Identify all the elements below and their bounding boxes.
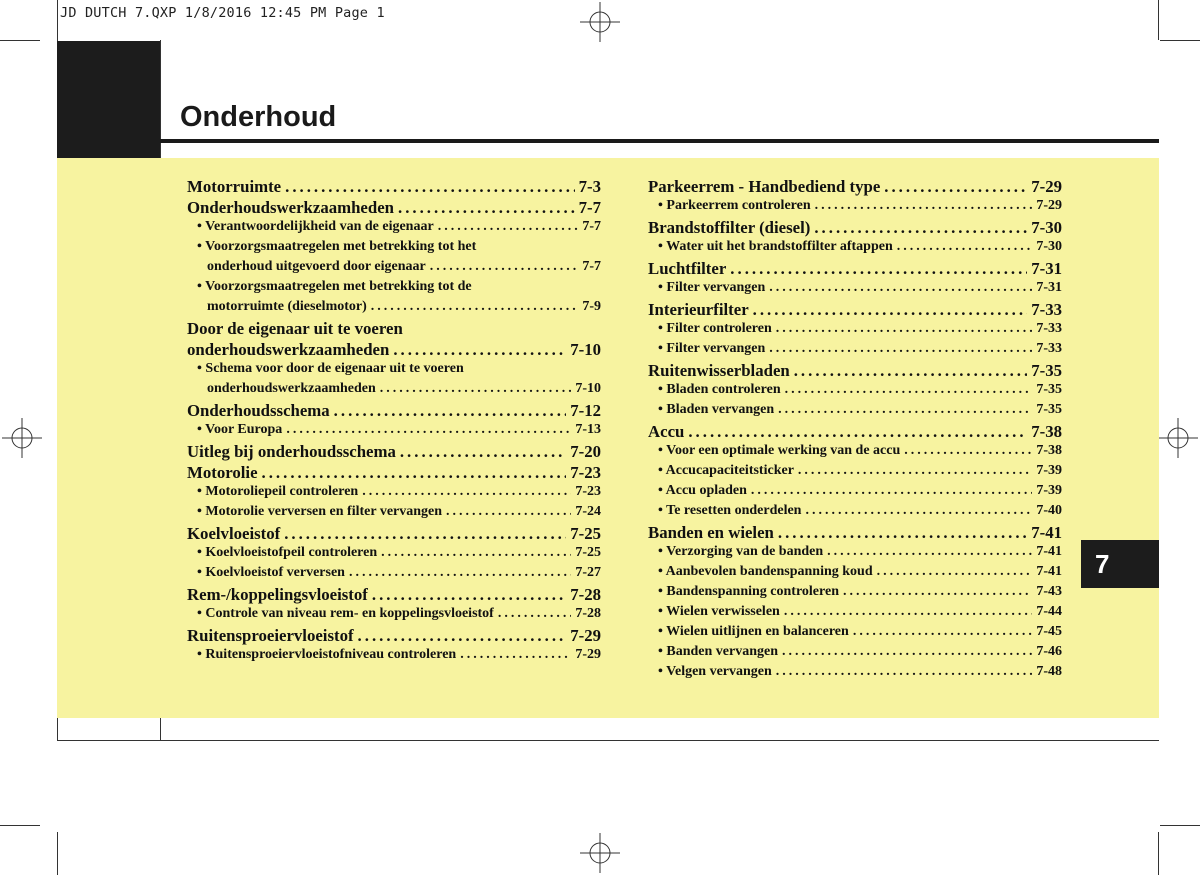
toc-entry-label: • Verzorging van de banden <box>658 544 824 559</box>
toc-entry-label: • Motorolie verversen en filter vervangen <box>197 504 443 519</box>
toc-subentry[interactable] <box>648 564 1062 584</box>
toc-entry[interactable] <box>187 442 601 463</box>
toc-entry-label: • Voor een optimale werking van de accu <box>658 443 901 458</box>
chapter-tab[interactable] <box>1081 540 1159 588</box>
crop-mark <box>57 832 58 875</box>
toc-page-number: 7-41 <box>1036 544 1062 559</box>
toc-subentry[interactable] <box>187 504 601 524</box>
dot-leader <box>798 463 1032 479</box>
toc-page-number: 7-30 <box>1031 218 1062 237</box>
toc-entry-label: • Wielen verwisselen <box>658 604 780 619</box>
toc-entry-label: • Accucapaciteitsticker <box>658 463 794 478</box>
dot-leader <box>827 544 1032 560</box>
dot-leader <box>776 321 1033 337</box>
toc-page-number: 7-7 <box>582 259 601 274</box>
dot-leader <box>460 647 571 663</box>
toc-entry-label: Ruitensproeiervloeistof <box>187 626 354 645</box>
toc-entry-label: • Schema voor door de eigenaar uit te voeren <box>197 361 464 376</box>
toc-subentry[interactable] <box>648 544 1062 564</box>
toc-page-number: 7-10 <box>570 340 601 359</box>
toc-entry[interactable] <box>648 523 1062 544</box>
toc-page-number: 7-12 <box>570 401 601 420</box>
toc-subentry[interactable] <box>648 503 1062 523</box>
registration-mark-icon <box>580 833 620 873</box>
toc-page-number: 7-31 <box>1036 280 1062 295</box>
dot-leader <box>730 259 1027 279</box>
print-slug: JD DUTCH 7.QXP 1/8/2016 12:45 PM Page 1 <box>60 5 385 21</box>
dot-leader <box>805 503 1032 519</box>
toc-entry-label: • Motoroliepeil controleren <box>197 484 359 499</box>
dot-leader <box>371 299 579 315</box>
toc-page-number: 7-25 <box>570 524 601 543</box>
toc-entry-label: Rem-/koppelingsvloeistof <box>187 585 368 604</box>
toc-entry-label: Brandstoffilter (diesel) <box>648 218 811 237</box>
toc-entry-label: • Koelvloeistofpeil controleren <box>197 545 378 560</box>
dot-leader <box>776 664 1033 680</box>
dot-leader <box>381 545 571 561</box>
toc-entry[interactable] <box>187 524 601 545</box>
dot-leader <box>372 585 566 605</box>
toc-subentry[interactable] <box>187 545 601 565</box>
toc-entry[interactable] <box>187 401 601 422</box>
toc-page-number: 7-35 <box>1031 361 1062 380</box>
dot-leader <box>446 504 571 520</box>
toc-entry-label: • Aanbevolen bandenspanning koud <box>658 564 873 579</box>
dot-leader <box>393 340 566 360</box>
dot-leader <box>430 259 579 275</box>
toc-entry-label: • Bladen controleren <box>658 382 781 397</box>
dot-leader <box>284 524 566 544</box>
dot-leader <box>778 523 1027 543</box>
toc-page-number: 7-41 <box>1031 523 1062 542</box>
toc-page-number: 7-33 <box>1031 300 1062 319</box>
toc-entry-label: • Voorzorgsmaatregelen met betrekking tot de <box>197 279 472 294</box>
dot-leader <box>769 280 1032 296</box>
toc-page-number: 7-43 <box>1036 584 1062 599</box>
dot-leader <box>751 483 1032 499</box>
toc-subentry[interactable] <box>648 483 1062 503</box>
toc-left-column <box>187 177 601 667</box>
chapter-header-block <box>57 41 160 158</box>
toc-entry-label: • Voor Europa <box>197 422 283 437</box>
toc-page-number: 7-44 <box>1036 604 1062 619</box>
toc-entry-label: motorruimte (dieselmotor) <box>207 299 367 314</box>
toc-page-number: 7-30 <box>1036 239 1062 254</box>
crop-mark <box>1160 825 1200 826</box>
toc-page-number: 7-28 <box>570 585 601 604</box>
toc-entry-label: • Ruitensproeiervloeistofniveau controleren <box>197 647 457 662</box>
toc-entry[interactable] <box>648 361 1062 382</box>
toc-entry-label: • Water uit het brandstoffilter aftappen <box>658 239 893 254</box>
toc-entry-label: • Te resetten onderdelen <box>658 503 802 518</box>
toc-entry-label: Motorolie <box>187 463 258 482</box>
dot-leader <box>362 484 571 500</box>
dot-leader <box>814 218 1027 238</box>
dot-leader <box>285 177 575 197</box>
toc-subentry[interactable] <box>648 402 1062 422</box>
toc-page-number: 7-48 <box>1036 664 1062 679</box>
toc-entry-label: • Filter vervangen <box>658 341 766 356</box>
toc-entry-label: Banden en wielen <box>648 523 774 542</box>
toc-subentry[interactable] <box>187 647 601 667</box>
toc-subentry[interactable] <box>648 624 1062 644</box>
toc-entry-label: • Filter controleren <box>658 321 772 336</box>
toc-subentry[interactable] <box>648 604 1062 624</box>
toc-entry-label: • Bladen vervangen <box>658 402 775 417</box>
toc-entry-label: onderhoudswerkzaamheden <box>207 381 376 396</box>
toc-entry-label: Onderhoudswerkzaamheden <box>187 198 394 217</box>
toc-entry[interactable] <box>648 300 1062 321</box>
dot-leader <box>380 381 572 397</box>
toc-entry-label: • Velgen vervangen <box>658 664 772 679</box>
toc-subentry[interactable] <box>648 584 1062 604</box>
toc-entry-label: • Banden vervangen <box>658 644 779 659</box>
toc-page-number: 7-9 <box>582 299 601 314</box>
toc-page-number: 7-38 <box>1031 422 1062 441</box>
toc-page-number: 7-10 <box>575 381 601 396</box>
toc-subentry[interactable] <box>648 382 1062 402</box>
toc-entry-label: onderhoudswerkzaamheden <box>187 340 390 359</box>
toc-subentry[interactable] <box>648 280 1062 300</box>
toc-entry-label: • Voorzorgsmaatregelen met betrekking tot het <box>197 239 477 254</box>
toc-subentry[interactable] <box>187 219 601 239</box>
toc-page-number: 7-25 <box>575 545 601 560</box>
toc-subentry[interactable] <box>187 381 601 401</box>
toc-entry-label: Onderhoudsschema <box>187 401 330 420</box>
toc-entry[interactable] <box>187 319 601 340</box>
toc-page-number: 7-23 <box>570 463 601 482</box>
toc-page-number: 7-45 <box>1036 624 1062 639</box>
toc-subentry[interactable] <box>187 606 601 626</box>
title-rule <box>160 139 1159 143</box>
crop-mark <box>1158 832 1159 875</box>
toc-subentry[interactable] <box>187 361 601 381</box>
dot-leader <box>778 402 1032 418</box>
toc-subentry[interactable] <box>648 321 1062 341</box>
page-title: Onderhoud <box>180 101 337 133</box>
toc-subentry[interactable] <box>648 664 1062 684</box>
toc-entry-label: Interieurfilter <box>648 300 749 319</box>
toc-entry[interactable] <box>187 585 601 606</box>
toc-subentry[interactable] <box>187 259 601 279</box>
toc-page-number: 7-3 <box>578 177 601 196</box>
toc-page-number: 7-20 <box>570 442 601 461</box>
toc-page-number: 7-28 <box>575 606 601 621</box>
toc-entry-label: Accu <box>648 422 685 441</box>
toc-page-number: 7-29 <box>1036 198 1062 213</box>
toc-page-number: 7-24 <box>575 504 601 519</box>
dot-leader <box>877 564 1033 580</box>
dot-leader <box>897 239 1033 255</box>
registration-mark-icon <box>2 418 42 458</box>
toc-entry[interactable] <box>648 259 1062 280</box>
toc-entry-label: Door de eigenaar uit te voeren <box>187 319 403 338</box>
toc-subentry[interactable] <box>187 565 601 585</box>
crop-mark <box>1158 0 1159 40</box>
toc-right-column <box>648 177 1062 684</box>
toc-subentry[interactable] <box>648 443 1062 463</box>
dot-leader <box>815 198 1033 214</box>
chapter-number: 7 <box>1095 548 1110 579</box>
toc-page-number: 7-7 <box>578 198 601 217</box>
toc-entry-label: • Wielen uitlijnen en balanceren <box>658 624 849 639</box>
registration-mark-icon <box>580 2 620 42</box>
toc-page-number: 7-40 <box>1036 503 1062 518</box>
toc-entry-label: Luchtfilter <box>648 259 727 278</box>
dot-leader <box>884 177 1027 197</box>
dot-leader <box>688 422 1027 442</box>
toc-page-number: 7-23 <box>575 484 601 499</box>
toc-page-number: 7-39 <box>1036 463 1062 478</box>
toc-entry-label: Uitleg bij onderhoudsschema <box>187 442 396 461</box>
toc-entry[interactable] <box>187 198 601 219</box>
crop-mark <box>1160 40 1200 41</box>
toc-subentry[interactable] <box>187 239 601 259</box>
toc-entry-label: Koelvloeistof <box>187 524 281 543</box>
toc-page-number: 7-29 <box>1031 177 1062 196</box>
dot-leader <box>843 584 1032 600</box>
toc-entry-label: • Parkeerrem controleren <box>658 198 811 213</box>
toc-entry[interactable] <box>187 340 601 361</box>
toc-page-number: 7-35 <box>1036 382 1062 397</box>
toc-entry[interactable] <box>187 463 601 484</box>
toc-subentry[interactable] <box>187 422 601 442</box>
toc-subentry[interactable] <box>648 198 1062 218</box>
toc-entry-label: • Controle van niveau rem- en koppelingsvloeistof <box>197 606 494 621</box>
toc-entry-label: • Koelvloeistof verversen <box>197 565 345 580</box>
dot-leader <box>349 565 571 581</box>
dot-leader <box>262 463 567 483</box>
dot-leader <box>438 219 579 235</box>
page-frame-line <box>57 740 1159 741</box>
toc-subentry[interactable] <box>648 341 1062 361</box>
toc-subentry[interactable] <box>648 463 1062 483</box>
toc-entry-label: Parkeerrem - Handbediend type <box>648 177 881 196</box>
toc-page-number: 7-39 <box>1036 483 1062 498</box>
dot-leader <box>358 626 567 646</box>
toc-page-number: 7-29 <box>575 647 601 662</box>
toc-page-number: 7-41 <box>1036 564 1062 579</box>
dot-leader <box>904 443 1032 459</box>
dot-leader <box>782 644 1032 660</box>
toc-entry-label: onderhoud uitgevoerd door eigenaar <box>207 259 426 274</box>
dot-leader <box>785 382 1033 398</box>
dot-leader <box>400 442 566 462</box>
registration-mark-icon <box>1158 418 1198 458</box>
toc-page-number: 7-33 <box>1036 341 1062 356</box>
toc-entry-label: • Bandenspanning controleren <box>658 584 839 599</box>
toc-entry-label: Ruitenwisserbladen <box>648 361 790 380</box>
toc-subentry[interactable] <box>187 484 601 504</box>
toc-entry[interactable] <box>648 218 1062 239</box>
toc-page-number: 7-7 <box>582 219 601 234</box>
toc-subentry[interactable] <box>648 239 1062 259</box>
toc-entry[interactable] <box>648 177 1062 198</box>
dot-leader <box>769 341 1032 357</box>
toc-page-number: 7-38 <box>1036 443 1062 458</box>
toc-subentry[interactable] <box>187 279 601 299</box>
toc-subentry[interactable] <box>187 299 601 319</box>
dot-leader <box>286 422 571 438</box>
toc-page-number: 7-13 <box>575 422 601 437</box>
dot-leader <box>334 401 567 421</box>
toc-page-number: 7-33 <box>1036 321 1062 336</box>
toc-entry-label: • Verantwoordelijkheid van de eigenaar <box>197 219 434 234</box>
toc-page-number: 7-31 <box>1031 259 1062 278</box>
toc-entry[interactable] <box>187 177 601 198</box>
toc-entry-label: • Accu opladen <box>658 483 747 498</box>
crop-mark <box>57 0 58 40</box>
crop-mark <box>0 40 40 41</box>
crop-mark <box>0 825 40 826</box>
dot-leader <box>498 606 571 622</box>
dot-leader <box>753 300 1028 320</box>
dot-leader <box>853 624 1033 640</box>
toc-page-number: 7-35 <box>1036 402 1062 417</box>
dot-leader <box>784 604 1033 620</box>
toc-page-number: 7-46 <box>1036 644 1062 659</box>
toc-page-number: 7-27 <box>575 565 601 580</box>
toc-entry-label: • Filter vervangen <box>658 280 766 295</box>
toc-entry[interactable] <box>648 422 1062 443</box>
toc-page-number: 7-29 <box>570 626 601 645</box>
toc-subentry[interactable] <box>648 644 1062 664</box>
dot-leader <box>398 198 575 218</box>
dot-leader <box>794 361 1028 381</box>
toc-entry[interactable] <box>187 626 601 647</box>
toc-entry-label: Motorruimte <box>187 177 282 196</box>
